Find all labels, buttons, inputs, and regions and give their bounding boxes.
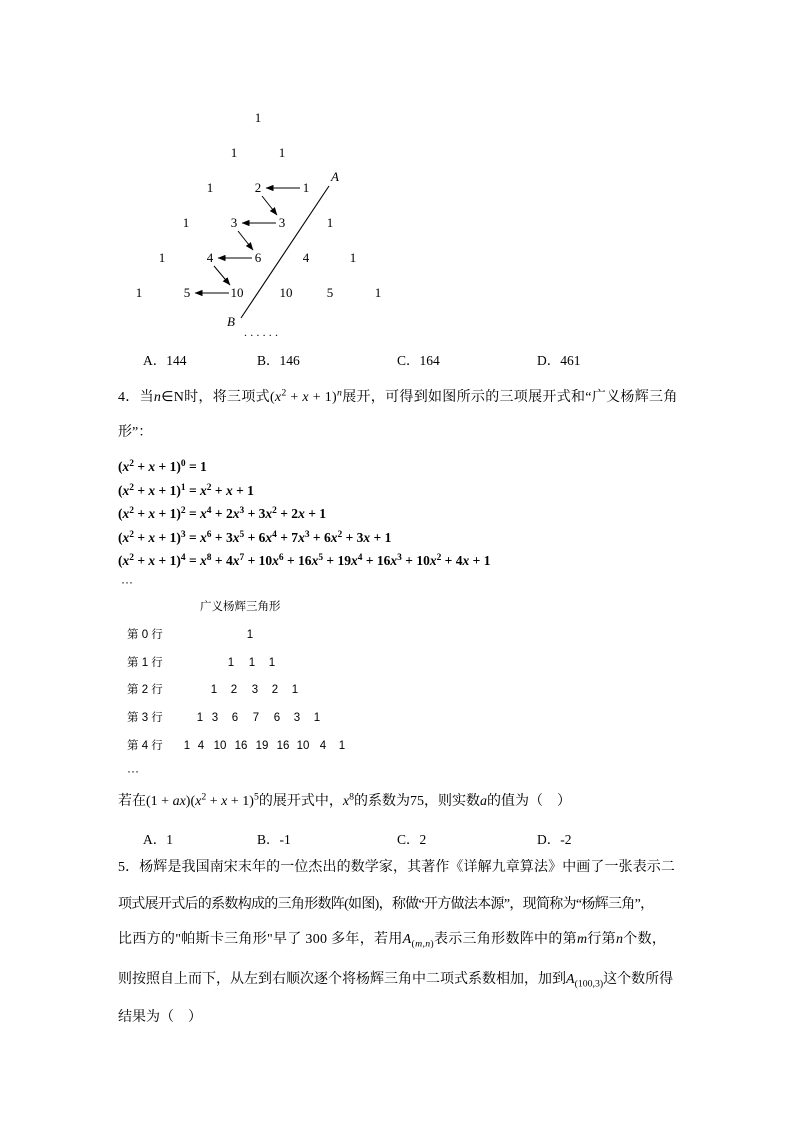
math-variable: A (566, 972, 575, 987)
text-run: ( (118, 459, 123, 474)
text-run: + 10 (401, 553, 430, 568)
math-variable: ax (172, 794, 186, 809)
text-run: + 1) (155, 530, 181, 545)
arrow-row4-to-row5-diagonal (214, 266, 230, 285)
math-variable: x (200, 483, 207, 498)
triangle-entry: 1 (158, 250, 166, 265)
text-run: + 19 (323, 553, 351, 568)
q5-line-4 (118, 970, 673, 990)
text-run: 个数， (623, 932, 667, 947)
q3-option-c[interactable]: C．164 (397, 353, 440, 368)
triangle-entry: 1 (135, 285, 143, 300)
text-run: + 4 (211, 553, 233, 568)
text-run: + 10 (244, 553, 273, 568)
math-variable: x (342, 794, 350, 809)
math-variable: x (148, 530, 156, 545)
math-variable: x (298, 530, 305, 545)
expansion-formula-1 (118, 481, 254, 501)
text-run: 4 (357, 552, 363, 563)
table-row-label: 第 4 行 (127, 740, 163, 752)
text-run: + 2 (211, 506, 233, 521)
table-value: 1 (210, 684, 218, 696)
math-variable: x (330, 530, 338, 545)
text-run: (1 + (146, 794, 173, 809)
triangle-entry: 1 (182, 215, 190, 230)
math-variable: x (221, 794, 228, 809)
text-run: ) (430, 938, 434, 950)
text-run: 2 (272, 505, 277, 516)
text-run: 4 (206, 505, 212, 516)
formulas-ellipsis: ··· (121, 575, 133, 589)
q5-line-3 (118, 930, 666, 950)
text-run: + 1) (155, 483, 181, 498)
triangle-entry: 3 (278, 215, 286, 230)
triangle-entry: 6 (254, 250, 262, 265)
text-run: + 1 (304, 506, 327, 521)
text-run: 2 (180, 505, 186, 516)
pascal-triangle-figure (0, 0, 794, 345)
expansion-formula-4 (118, 551, 490, 571)
text-run: 的系数为75，则实数 (353, 794, 480, 809)
math-variable: x (232, 506, 240, 521)
text-run: + (206, 794, 222, 809)
expansion-formula-2 (118, 504, 326, 524)
table-row-label: 第 3 行 (127, 712, 163, 724)
text-run: + 3 (244, 506, 266, 521)
text-run: 3 (304, 529, 310, 540)
table-value: 3 (293, 712, 301, 724)
text-run: 2 (129, 529, 134, 540)
text-run: + 16 (283, 553, 312, 568)
text-run: (100,3) (574, 978, 604, 990)
text-run: 8 (206, 552, 212, 563)
text-run: 6 (278, 552, 284, 563)
subscript (412, 938, 434, 949)
text-run: = (185, 553, 201, 568)
text-run: ∈N时，将三项式 (161, 390, 270, 405)
text-run: 3 (397, 552, 402, 563)
q3-option-d[interactable]: D．461 (537, 353, 581, 368)
math-variable: x (298, 506, 305, 521)
q4-option-d[interactable]: D．-2 (537, 832, 572, 847)
math-variable: x (363, 530, 371, 545)
text-run: 7 (239, 552, 245, 563)
text-run: 0 (180, 458, 186, 469)
triangle-entry: 5 (326, 285, 334, 300)
table-value: 2 (271, 684, 279, 696)
math-variable: x (200, 530, 207, 545)
text-run: 3 (239, 505, 245, 516)
text-run: 2 (337, 529, 343, 540)
math-variable: x (232, 553, 240, 568)
math-variable: x (148, 483, 156, 498)
text-run: + (211, 483, 226, 498)
table-value: 10 (213, 740, 227, 752)
table-row-label: 第 2 行 (127, 684, 163, 696)
math-variable: x (302, 390, 309, 405)
math-variable: n (615, 932, 624, 947)
triangle-arrows-diagram (0, 0, 794, 345)
text-run: = (185, 483, 201, 498)
text-run: , (422, 938, 426, 950)
math-variable: x (350, 553, 358, 568)
table-value: 10 (296, 740, 310, 752)
text-run: 1 (180, 482, 186, 493)
text-run: + 1) (155, 506, 181, 521)
text-run: + 1) (155, 459, 181, 474)
table-value: 1 (248, 657, 256, 669)
math-variable: x (122, 483, 130, 498)
table-value: 3 (251, 684, 259, 696)
math-variable: x (148, 506, 156, 521)
table-value: 16 (234, 740, 248, 752)
text-run: ( (118, 506, 123, 521)
table-value: 3 (211, 712, 219, 724)
text-run: 比西方的"帕斯卡三角形"早了 300 多年，若用 (118, 932, 403, 947)
triangle-entry: 1 (278, 145, 286, 160)
q4-question (118, 792, 571, 812)
text-run: ( (118, 553, 123, 568)
text-run: + 1 (370, 530, 392, 545)
math-variable: n (153, 390, 162, 405)
math-variable: x (429, 553, 437, 568)
text-run: + (133, 530, 149, 545)
text-run: + 16 (362, 553, 391, 568)
text-run: 4 (180, 552, 186, 563)
text-run: = (185, 530, 201, 545)
math-variable: a (479, 794, 487, 809)
text-run: 5 (318, 552, 324, 563)
triangle-entry: 3 (230, 215, 238, 230)
text-run: 2 (281, 387, 287, 399)
arrow-row2-to-row3-diagonal (262, 196, 277, 215)
table-value: 4 (197, 740, 205, 752)
triangle-entry: 2 (254, 180, 262, 195)
text-run: 2 (436, 552, 442, 563)
table-value: 1 (183, 740, 191, 752)
q3-option-a[interactable]: A．144 (143, 353, 187, 368)
text-run: + (133, 459, 149, 474)
triangle-entry: 1 (326, 215, 334, 230)
text-run: ) (185, 794, 191, 809)
text-run: ( (269, 390, 275, 405)
text-run: + 3 (211, 530, 233, 545)
math-variable: x (232, 530, 240, 545)
text-run: ( (190, 794, 196, 809)
math-variable: x (225, 483, 233, 498)
triangle-entry: 5 (183, 285, 191, 300)
text-run: + 1) (308, 390, 337, 405)
math-variable: x (272, 553, 279, 568)
math-variable: n (337, 387, 343, 399)
math-variable: n (425, 938, 431, 950)
triangle-entry: 1 (302, 180, 310, 195)
text-run: ( (118, 483, 123, 498)
triangle-entry: 1 (349, 250, 357, 265)
math-variable: x (265, 530, 273, 545)
point-label-a: A (331, 169, 339, 184)
math-variable: x (390, 553, 398, 568)
q4-option-a[interactable]: A．1 (143, 832, 173, 847)
math-variable: x (195, 794, 202, 809)
math-variable: x (311, 553, 319, 568)
text-run: + 6 (309, 530, 331, 545)
math-variable: x (122, 530, 130, 545)
text-run: 6 (206, 529, 212, 540)
text-run: 若在 (118, 794, 146, 809)
q4-stem-line-1 (118, 388, 678, 408)
math-variable: x (122, 459, 130, 474)
math-variable: x (148, 553, 156, 568)
text-run: + (286, 390, 303, 405)
expansion-formula-3 (118, 528, 391, 548)
text-run: 展开，可得到如图所示的三项展开式和“广义杨辉三角 (342, 390, 678, 405)
text-run: 这个数所得 (603, 972, 674, 987)
q4-stem-line-2: 形”： (118, 425, 153, 440)
text-run: 2 (129, 505, 134, 516)
text-run: 4 (272, 529, 277, 540)
text-run: 行第 (587, 932, 616, 947)
table-value: 1 (338, 740, 346, 752)
text-run: 的值为（ ） (486, 794, 571, 809)
math-variable: x (200, 553, 207, 568)
table-value: 6 (273, 712, 281, 724)
table-value: 1 (196, 712, 204, 724)
text-run: + 1) (227, 794, 254, 809)
text-run: = 1 (185, 459, 207, 474)
q3-option-b[interactable]: B．146 (257, 353, 300, 368)
q5-line-2: 项式展开式后的系数构成的三角形数阵(如图)，称做“开方做法本源”，现简称为“杨辉三角”， (118, 897, 654, 912)
triangle-entry: 10 (279, 285, 293, 300)
text-run: + 1 (469, 553, 491, 568)
math-variable: x (274, 390, 282, 405)
text-run: + 1) (155, 553, 181, 568)
math-variable: m (576, 932, 588, 947)
text-run: 2 (129, 552, 134, 563)
text-run: 2 (129, 482, 134, 493)
triangle-entry: 1 (230, 145, 238, 160)
table-value: 6 (231, 712, 239, 724)
text-run: + 4 (441, 553, 463, 568)
q5-line-1: 5．杨辉是我国南宋末年的一位杰出的数学家，其著作《详解九章算法》中画了一张表示二 (118, 860, 675, 875)
text-run: + 1 (232, 483, 254, 498)
text-run: + 2 (276, 506, 299, 521)
expansion-formula-0 (118, 457, 207, 477)
text-run: 3 (180, 529, 186, 540)
math-variable: A (402, 932, 412, 947)
q4-option-b[interactable]: B．-1 (257, 832, 291, 847)
table-value: 1 (246, 629, 254, 641)
text-run: 表示三角形数阵中的第 (433, 932, 577, 947)
table-value: 2 (230, 684, 238, 696)
table-value: 19 (255, 740, 269, 752)
text-run: 的展开式中， (258, 794, 343, 809)
triangle-entry: 1 (206, 180, 214, 195)
triangle-continuation-dots: ...... (244, 325, 282, 339)
triangle-entry: 4 (206, 250, 214, 265)
table-value: 1 (227, 657, 235, 669)
q4-option-c[interactable]: C．2 (397, 832, 427, 847)
text-run: + 6 (244, 530, 266, 545)
generalized-triangle-title: 广义杨辉三角形 (200, 601, 281, 613)
arrow-row3-to-row4-diagonal (238, 231, 253, 250)
text-run: + (133, 483, 149, 498)
text-run: 2 (129, 458, 134, 469)
table-row-label: 第 0 行 (127, 629, 163, 641)
triangle-entry: 10 (230, 285, 244, 300)
text-run: 则按照自上而下，从左到右顺次逐个将杨辉三角中二项式系数相加，加到 (118, 972, 566, 987)
math-variable: x (122, 553, 130, 568)
text-run: + (133, 506, 149, 521)
math-variable: x (462, 553, 470, 568)
table-value: 1 (291, 684, 299, 696)
text-run: + 3 (342, 530, 364, 545)
table-value: 16 (276, 740, 290, 752)
math-variable: x (200, 506, 207, 521)
text-run: 2 (201, 791, 207, 803)
text-run: 5 (253, 791, 259, 803)
text-run: + (133, 553, 149, 568)
subscript (575, 978, 604, 989)
table-value: 1 (313, 712, 321, 724)
math-variable: x (148, 459, 156, 474)
text-run: 2 (206, 482, 212, 493)
math-variable: x (265, 506, 273, 521)
triangle-entry: 4 (302, 250, 310, 265)
math-variable: x (122, 506, 130, 521)
q5-line-5: 结果为（ ） (118, 1010, 202, 1025)
triangle-entry: 1 (374, 285, 382, 300)
text-run: + 7 (276, 530, 299, 545)
text-run: ( (118, 530, 123, 545)
table-row-label: 第 1 行 (127, 657, 163, 669)
table-value: 1 (268, 657, 276, 669)
text-run: 5 (239, 529, 245, 540)
text-run: ( (411, 938, 416, 950)
text-run: 4．当 (118, 390, 154, 405)
table-value: 7 (252, 712, 260, 724)
text-run: 8 (349, 791, 354, 803)
math-variable: m (415, 938, 423, 950)
triangle-entry: 1 (254, 110, 262, 125)
point-label-b: B (227, 314, 235, 329)
text-run: = (185, 506, 201, 521)
table-ellipsis: ··· (127, 764, 139, 778)
table-value: 4 (319, 740, 327, 752)
